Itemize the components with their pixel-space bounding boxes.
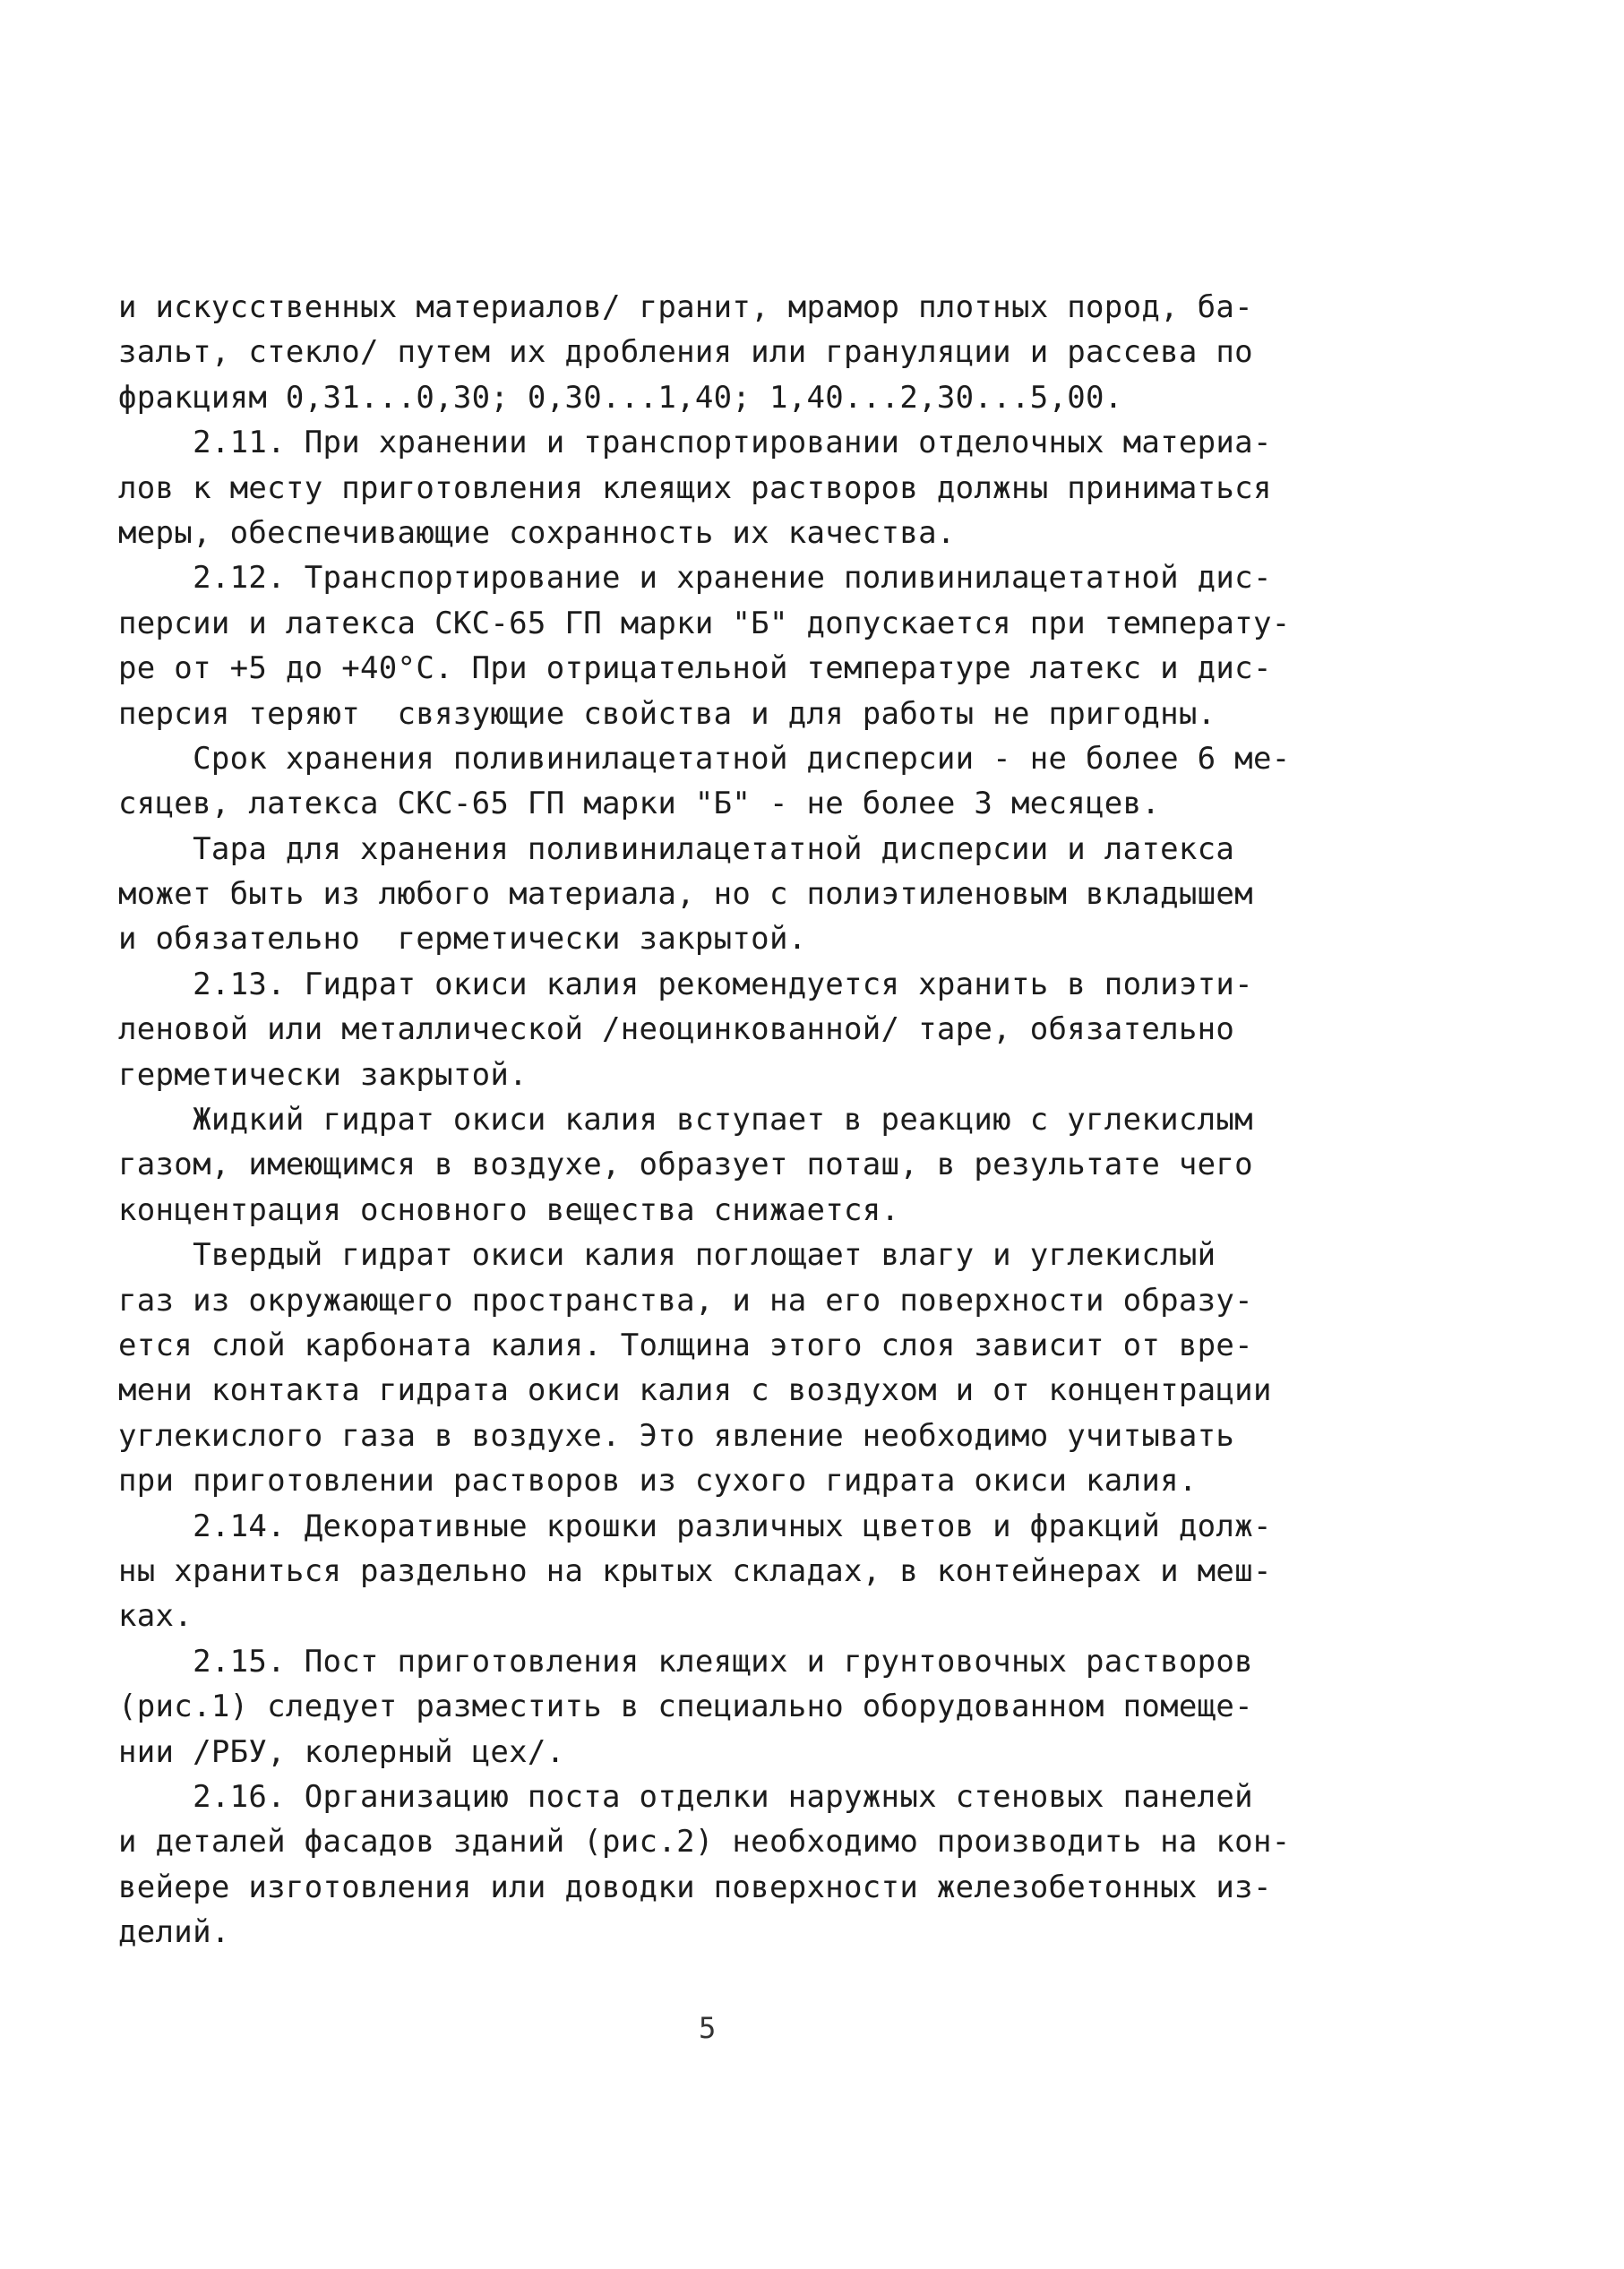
text-line: Твердый гидрат окиси калия поглощает влагу и углекислый bbox=[118, 1237, 1216, 1274]
text-line: и обязательно герметически закрытой. bbox=[118, 921, 807, 958]
text-line: ны храниться раздельно на крытых складах, в контейнерах и меш- bbox=[118, 1552, 1272, 1589]
page-number: 5 bbox=[699, 2011, 717, 2045]
text-line: персии и латекса СКС-65 ГП марки "Б" допускается при температу- bbox=[118, 605, 1291, 641]
text-line: герметически закрытой. bbox=[118, 1056, 528, 1093]
text-line: нии /РБУ, колерный цех/. bbox=[118, 1733, 565, 1770]
text-line: ется слой карбоната калия. Толщина этого слоя зависит от вре- bbox=[118, 1327, 1253, 1363]
text-line: ре от +5 до +40°С. При отрицательной температуре латекс и дис- bbox=[118, 650, 1272, 687]
text-line: и деталей фасадов зданий (рис.2) необходимо производить на кон- bbox=[118, 1824, 1291, 1861]
text-line: Тара для хранения поливинилацетатной дисперсии и латекса bbox=[118, 830, 1235, 867]
text-line: 2.13. Гидрат окиси калия рекомендуется хранить в полиэти- bbox=[118, 966, 1253, 1002]
text-line: 2.15. Пост приготовления клеящих и грунтовочных растворов bbox=[118, 1643, 1253, 1680]
text-line: фракциям 0,31...0,30; 0,30...1,40; 1,40...2,30...5,00. bbox=[118, 379, 1123, 416]
text-line: 2.11. При хранении и транспортировании отделочных материа- bbox=[118, 425, 1272, 461]
text-line: мени контакта гидрата окиси калия с воздухом и от концентрации bbox=[118, 1372, 1272, 1409]
text-line: персия теряют связующие свойства и для работы не пригодны. bbox=[118, 695, 1216, 732]
text-line: 2.14. Декоративные крошки различных цветов и фракций долж- bbox=[118, 1508, 1272, 1544]
text-line: делий. bbox=[118, 1914, 230, 1951]
text-line: Срок хранения поливинилацетатной дисперсии - не более 6 ме- bbox=[118, 740, 1291, 777]
text-line: концентрация основного вещества снижается. bbox=[118, 1191, 900, 1228]
text-line: зальт, стекло/ путем их дробления или грануляции и рассева по bbox=[118, 334, 1253, 371]
text-line: (рис.1) следует разместить в специально оборудованном помеще- bbox=[118, 1689, 1253, 1725]
text-line: 2.12. Транспортирование и хранение поливинилацетатной дис- bbox=[118, 560, 1272, 597]
text-line: меры, обеспечивающие сохранность их качества. bbox=[118, 514, 956, 551]
text-line: леновой или металлической /неоцинкованной/ таре, обязательно bbox=[118, 1011, 1235, 1048]
text-line: при приготовлении растворов из сухого гидрата окиси калия. bbox=[118, 1463, 1198, 1500]
text-line: может быть из любого материала, но с полиэтиленовым вкладышем bbox=[118, 876, 1253, 913]
text-line: сяцев, латекса СКС-65 ГП марки "Б" - не более 3 месяцев. bbox=[118, 786, 1161, 822]
text-line: углекислого газа в воздухе. Это явление необходимо учитывать bbox=[118, 1417, 1235, 1454]
text-line: газ из окружающего пространства, и на его поверхности образу- bbox=[118, 1282, 1253, 1319]
body-text bbox=[118, 285, 1319, 1955]
text-line: ках. bbox=[118, 1598, 193, 1635]
text-line: газом, имеющимся в воздухе, образует поташ, в результате чего bbox=[118, 1147, 1253, 1183]
text-line: и искусственных материалов/ гранит, мрамор плотных пород, ба- bbox=[118, 289, 1253, 325]
text-line: Жидкий гидрат окиси калия вступает в реакцию с углекислым bbox=[118, 1102, 1253, 1139]
text-line: лов к месту приготовления клеящих растворов должны приниматься bbox=[118, 469, 1272, 506]
text-line: 2.16. Организацию поста отделки наружных стеновых панелей bbox=[118, 1778, 1253, 1815]
text-line: вейере изготовления или доводки поверхности железобетонных из- bbox=[118, 1869, 1272, 1905]
